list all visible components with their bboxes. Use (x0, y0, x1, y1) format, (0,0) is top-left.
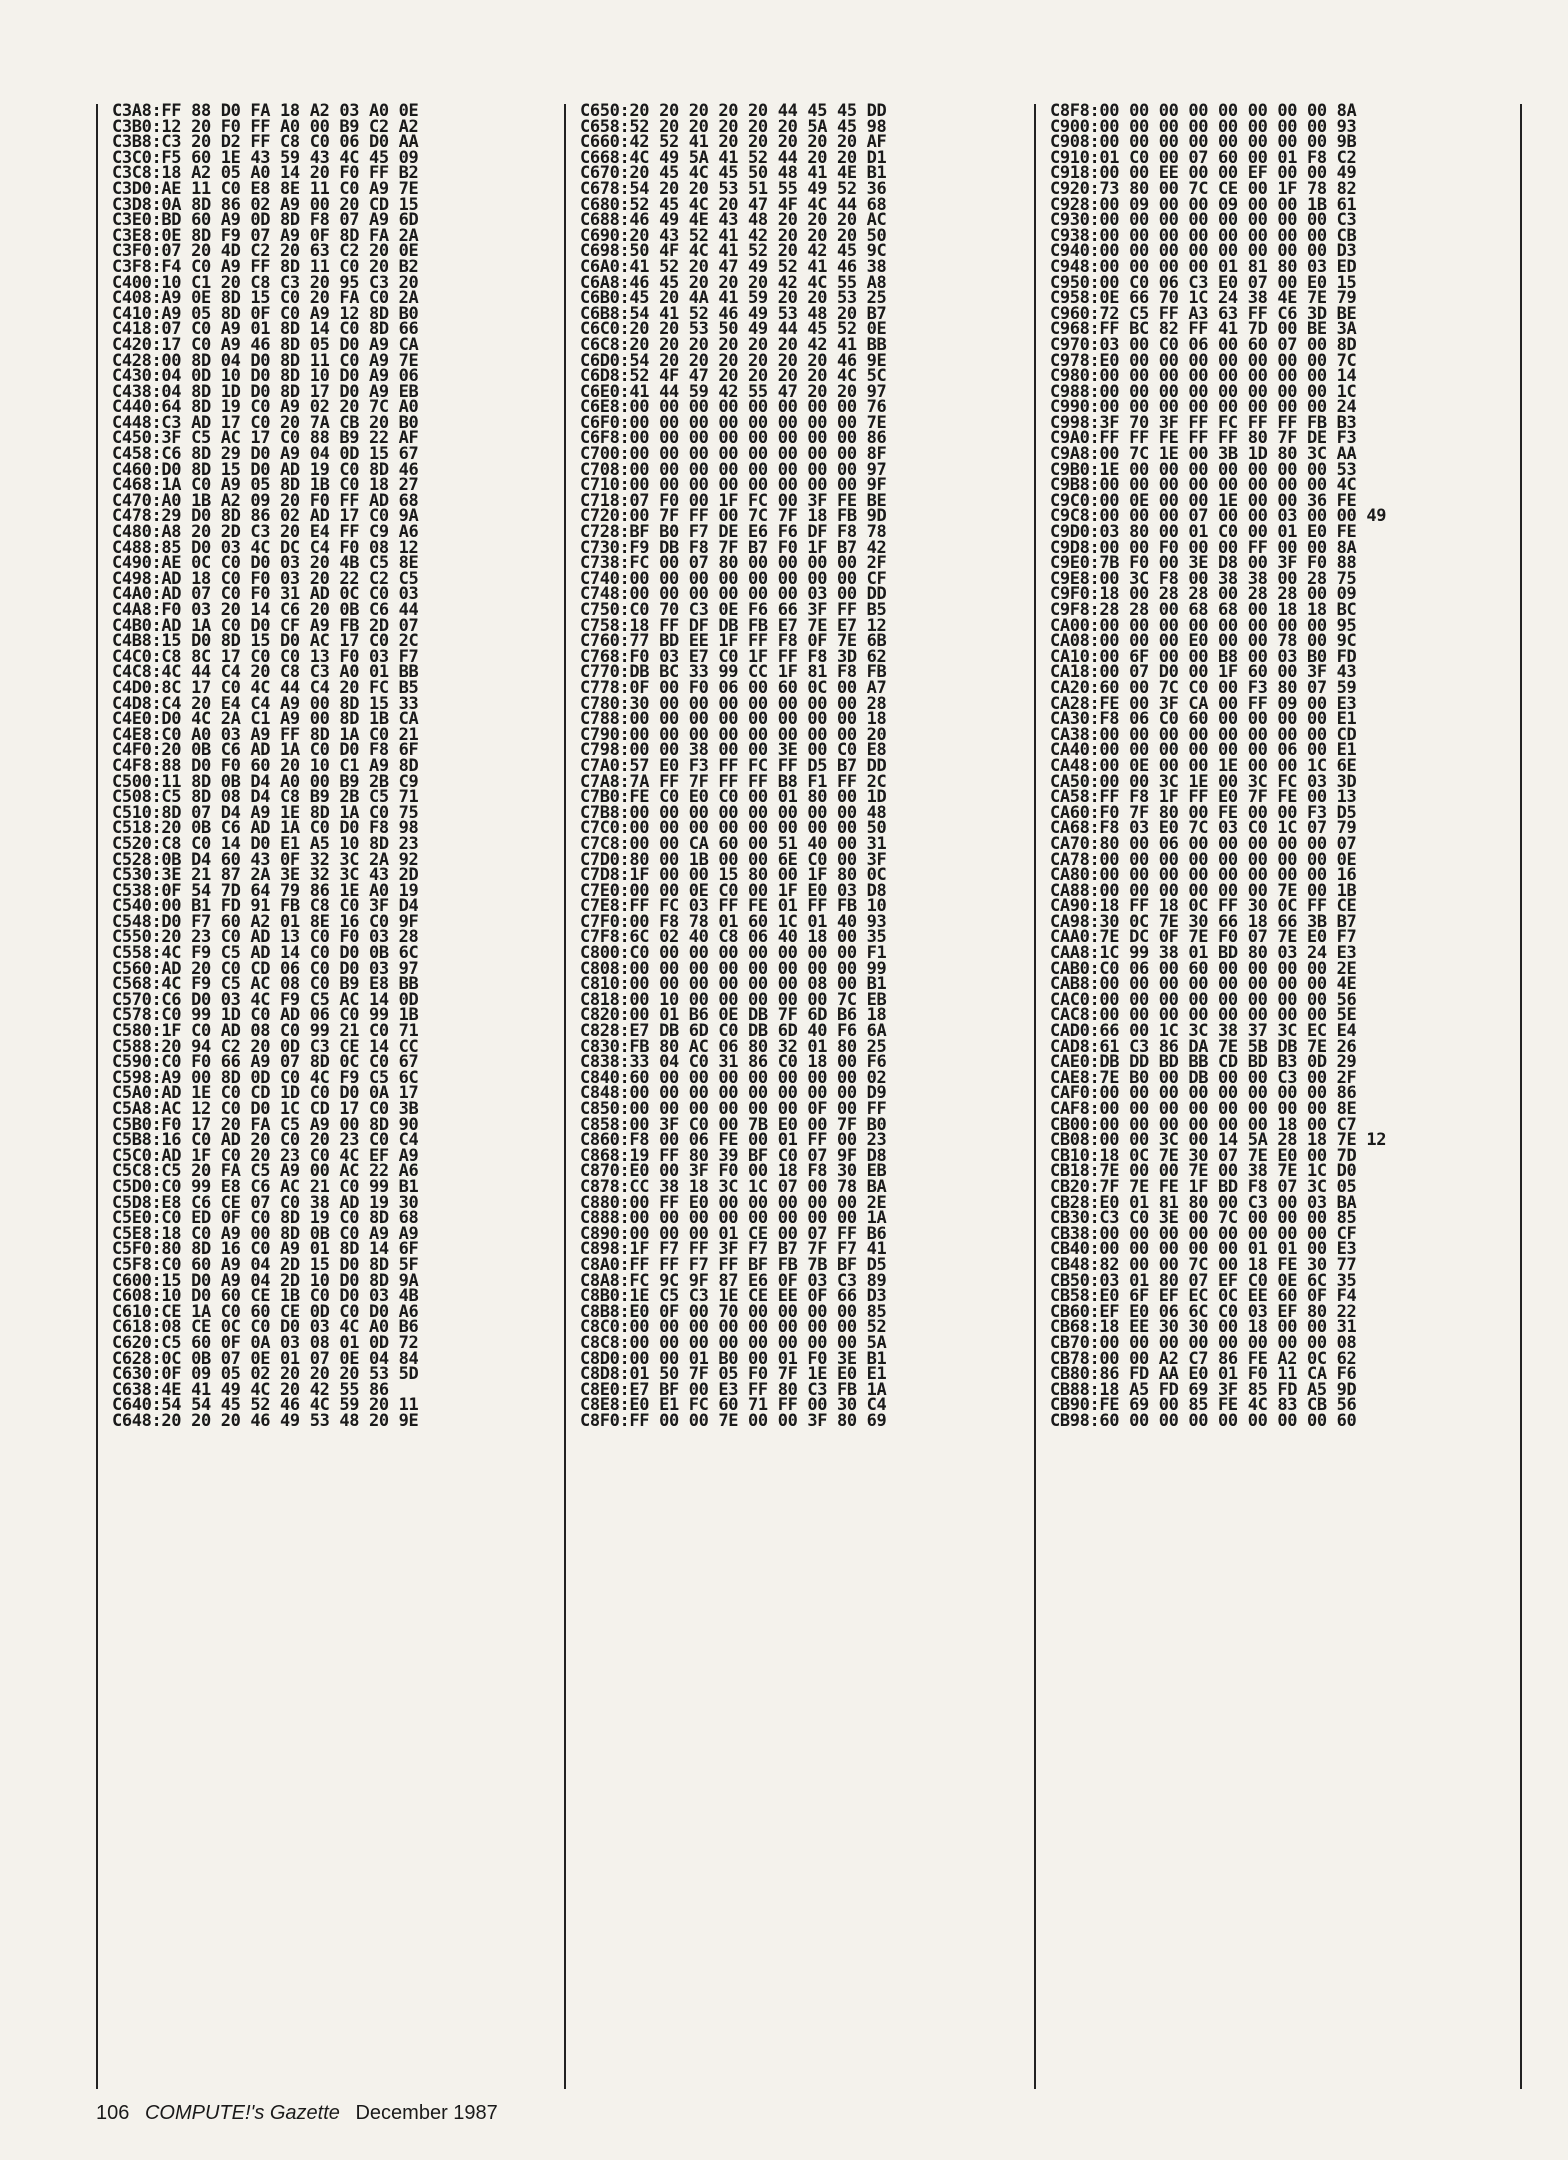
listing-line: C948:00 00 00 00 01 81 80 03 ED (1050, 256, 1357, 277)
page-footer (96, 2102, 498, 2125)
listing-line: CB98:60 00 00 00 00 00 00 00 60 (1050, 1410, 1357, 1431)
listing-line: C860:F8 00 06 FE 00 01 FF 00 23 (580, 1130, 887, 1151)
listing-line: C718:07 F0 00 1F FC 00 3F FE BE (580, 490, 887, 511)
listing-column-2 (566, 101, 1036, 2089)
listing-line: C458:C6 8D 29 D0 A9 04 0D 15 67 (112, 444, 419, 465)
listing-line: C4F0:20 0B C6 AD 1A C0 D0 F8 6F (112, 740, 419, 761)
listing-line: C8C0:00 00 00 00 00 00 00 00 52 (580, 1317, 887, 1338)
listing-line: C888:00 00 00 00 00 00 00 00 1A (580, 1208, 887, 1229)
listing-line: C520:C8 C0 14 D0 E1 A5 10 8D 23 (112, 833, 419, 854)
listing-line: CA38:00 00 00 00 00 00 00 00 CD (1050, 724, 1357, 745)
listing-line: C4A8:F0 03 20 14 C6 20 0B C6 44 (112, 600, 419, 620)
listing-line: C490:AE 0C C0 D0 03 20 4B C5 8E (112, 553, 419, 574)
listing-line: CB78:00 00 A2 C7 86 FE A2 0C 62 (1050, 1348, 1357, 1369)
listing-line: C8F8:00 00 00 00 00 00 00 00 8A (1050, 101, 1357, 121)
listing-line: CA80:00 00 00 00 00 00 00 00 16 (1050, 865, 1357, 886)
listing-line: C5C0:AD 1F C0 20 23 C0 4C EF A9 (112, 1145, 419, 1166)
listing-line: C890:00 00 00 01 CE 00 07 FF B6 (580, 1223, 887, 1244)
listing-line: C588:20 94 C2 20 0D C3 CE 14 CC (112, 1036, 419, 1057)
listing-line: C518:20 0B C6 AD 1A C0 D0 F8 98 (112, 818, 419, 839)
listing-line: CA78:00 00 00 00 00 00 00 00 0E (1050, 849, 1357, 870)
listing-line: C500:11 8D 0B D4 A0 00 B9 2B C9 (112, 771, 419, 792)
listing-line: C488:85 D0 03 4C DC C4 F0 08 12 (112, 537, 419, 558)
listing-line: C958:0E 66 70 1C 24 38 4E 7E 79 (1050, 288, 1357, 309)
listing-line: C790:00 00 00 00 00 00 00 00 20 (580, 724, 887, 745)
listing-line: C720:00 7F FF 00 7C 7F 18 FB 9D (580, 506, 887, 527)
listing-line: C6C8:20 20 20 20 20 20 42 41 BB (580, 334, 887, 355)
listing-line: CB10:18 0C 7E 30 07 7E E0 00 7D (1050, 1145, 1357, 1166)
listing-line: CA60:F0 7F 80 00 FE 00 00 F3 D5 (1050, 802, 1357, 823)
listing-line: C908:00 00 00 00 00 00 00 00 9B (1050, 132, 1357, 153)
listing-line: C7A8:7A FF 7F FF FF B8 F1 FF 2C (580, 771, 887, 792)
listing-line: C920:73 80 00 7C CE 00 1F 78 82 (1050, 178, 1357, 199)
listing-line: C748:00 00 00 00 00 00 03 00 DD (580, 584, 887, 605)
listing-line: CA90:18 FF 18 0C FF 30 0C FF CE (1050, 896, 1357, 917)
listing-line: C9F0:18 00 28 28 00 28 28 00 09 (1050, 584, 1357, 605)
listing-line: CB08:00 00 3C 00 14 5A 28 18 7E 12 (1050, 1130, 1387, 1151)
listing-line: CB80:86 FD AA E0 01 F0 11 CA F6 (1050, 1364, 1357, 1385)
listing-line: CA58:FF F8 1F FF E0 7F FE 00 13 (1050, 787, 1357, 808)
listing-line: C7A0:57 E0 F3 FF FC FF D5 B7 DD (580, 755, 887, 776)
listing-line: C690:20 43 52 41 42 20 20 20 50 (580, 225, 887, 246)
listing-line: C4C8:4C 44 C4 20 C8 C3 A0 01 BB (112, 662, 419, 683)
listing-line: C680:52 45 4C 20 47 4F 4C 44 68 (580, 194, 887, 215)
listing-line: CA08:00 00 00 E0 00 00 78 00 9C (1050, 631, 1357, 652)
listing-column-3 (1036, 101, 1522, 2089)
listing-line: C630:0F 09 05 02 20 20 20 53 5D (112, 1364, 419, 1385)
listing-line: C8B0:1E C5 C3 1E CE EE 0F 66 D3 (580, 1286, 887, 1307)
listing-line: CAF8:00 00 00 00 00 00 00 00 8E (1050, 1099, 1357, 1119)
listing-line: C878:CC 38 18 3C 1C 07 00 78 BA (580, 1176, 887, 1197)
listing-line: C5D0:C0 99 E8 C6 AC 21 C0 99 B1 (112, 1176, 419, 1197)
listing-line: C930:00 00 00 00 00 00 00 00 C3 (1050, 210, 1357, 231)
listing-line: C618:08 CE 0C C0 D0 03 4C A0 B6 (112, 1317, 419, 1338)
listing-line: C970:03 00 C0 06 00 60 07 00 8D (1050, 334, 1357, 355)
listing-line: C578:C0 99 1D C0 AD 06 C0 99 1B (112, 1005, 419, 1026)
listing-line: C7C8:00 00 CA 60 00 51 40 00 31 (580, 833, 887, 854)
listing-line: C8E0:E7 BF 00 E3 FF 80 C3 FB 1A (580, 1379, 887, 1400)
listing-line: CB40:00 00 00 00 00 01 01 00 E3 (1050, 1239, 1357, 1260)
listing-line: C7E0:00 00 0E C0 00 1F E0 03 D8 (580, 880, 887, 901)
listing-line: C4B0:AD 1A C0 D0 CF A9 FB 2D 07 (112, 615, 419, 636)
listing-line: C798:00 00 38 00 00 3E 00 C0 E8 (580, 740, 887, 761)
listing-line: C5D8:E8 C6 CE 07 C0 38 AD 19 30 (112, 1192, 419, 1213)
listing-line: C9A8:00 7C 1E 00 3B 1D 80 3C AA (1050, 444, 1357, 465)
listing-line: C400:10 C1 20 C8 C3 20 95 C3 20 (112, 272, 419, 293)
listing-line: C738:FC 00 07 80 00 00 00 00 2F (580, 553, 887, 574)
listing-line: CB20:7F 7E FE 1F BD F8 07 3C 05 (1050, 1176, 1357, 1197)
listing-line: C9D8:00 00 F0 00 00 FF 00 00 8A (1050, 537, 1357, 558)
listing-line: CB58:E0 6F EF EC 0C EE 60 0F F4 (1050, 1286, 1357, 1307)
listing-line: C810:00 00 00 00 00 00 08 00 B1 (580, 974, 887, 995)
listing-line: CB30:C3 C0 3E 00 7C 00 00 00 85 (1050, 1208, 1357, 1229)
listing-line: C408:A9 0E 8D 15 C0 20 FA C0 2A (112, 288, 419, 309)
listing-line: C9F8:28 28 00 68 68 00 18 18 BC (1050, 600, 1357, 620)
listing-line: C3B8:C3 20 D2 FF C8 C0 06 D0 AA (112, 132, 419, 153)
listing-line: C4C0:C8 8C 17 C0 C0 13 F0 03 F7 (112, 646, 419, 667)
listing-line: C938:00 00 00 00 00 00 00 00 CB (1050, 225, 1357, 246)
listing-line: C548:D0 F7 60 A2 01 8E 16 C0 9F (112, 911, 419, 932)
listing-line: CA50:00 00 3C 1E 00 3C FC 03 3D (1050, 771, 1357, 792)
listing-line: C780:30 00 00 00 00 00 00 00 28 (580, 693, 887, 714)
listing-line: C7B0:FE C0 E0 C0 00 01 80 00 1D (580, 787, 887, 808)
listing-line: C870:E0 00 3F F0 00 18 F8 30 EB (580, 1161, 887, 1182)
listing-line: C6F8:00 00 00 00 00 00 00 00 86 (580, 428, 887, 449)
listing-line: C450:3F C5 AC 17 C0 88 B9 22 AF (112, 428, 419, 449)
listing-line: C708:00 00 00 00 00 00 00 00 97 (580, 459, 887, 480)
listing-line: C980:00 00 00 00 00 00 00 00 14 (1050, 366, 1357, 387)
listing-line: C590:C0 F0 66 A9 07 8D 0C C0 67 (112, 1052, 419, 1073)
listing-line: C9B8:00 00 00 00 00 00 00 00 4C (1050, 475, 1357, 496)
listing-line: C760:77 BD EE 1F FF F8 0F 7E 6B (580, 631, 887, 652)
listing-line: C990:00 00 00 00 00 00 00 00 24 (1050, 397, 1357, 418)
listing-line: C510:8D 07 D4 A9 1E 8D 1A C0 75 (112, 802, 419, 823)
listing-line: C6D0:54 20 20 20 20 20 20 46 9E (580, 350, 887, 371)
listing-line: C758:18 FF DF DB FB E7 7E E7 12 (580, 615, 887, 636)
listing-line: CAC8:00 00 00 00 00 00 00 00 5E (1050, 1005, 1357, 1026)
listing-line: C9E0:7B F0 00 3E D8 00 3F F0 88 (1050, 553, 1357, 574)
listing-line: CA20:60 00 7C C0 00 F3 80 07 59 (1050, 677, 1357, 698)
listing-line: C558:4C F9 C5 AD 14 C0 D0 0B 6C (112, 943, 419, 964)
listing-line: C768:F0 03 E7 C0 1F FF F8 3D 62 (580, 646, 887, 667)
listing-line: C840:60 00 00 00 00 00 00 00 02 (580, 1067, 887, 1088)
listing-line: C828:E7 DB 6D C0 DB 6D 40 F6 6A (580, 1021, 887, 1042)
listing-line: C910:01 C0 00 07 60 00 01 F8 C2 (1050, 147, 1357, 168)
listing-line: C5B8:16 C0 AD 20 C0 20 23 C0 C4 (112, 1130, 419, 1151)
listing-line: C6B0:45 20 4A 41 59 20 20 53 25 (580, 288, 887, 309)
listing-line: C900:00 00 00 00 00 00 00 00 93 (1050, 116, 1357, 137)
listing-line: C668:4C 49 5A 41 52 44 20 20 D1 (580, 147, 887, 168)
listing-line: C560:AD 20 C0 CD 06 C0 D0 03 97 (112, 958, 419, 979)
listing-line: C4B8:15 D0 8D 15 D0 AC 17 C0 2C (112, 631, 419, 652)
listing-line: C498:AD 18 C0 F0 03 20 22 C2 C5 (112, 568, 419, 589)
listing-column-1 (96, 101, 566, 2089)
listing-line: C918:00 00 EE 00 00 EF 00 00 49 (1050, 163, 1357, 184)
listing-line: C750:C0 70 C3 0E F6 66 3F FF B5 (580, 600, 887, 620)
listing-line: C5A0:AD 1E C0 CD 1D C0 D0 0A 17 (112, 1083, 419, 1104)
listing-line: C7E8:FF FC 03 FF FE 01 FF FB 10 (580, 896, 887, 917)
listing-line: C650:20 20 20 20 20 44 45 45 DD (580, 101, 887, 121)
listing-line: CAC0:00 00 00 00 00 00 00 00 56 (1050, 989, 1357, 1010)
listing-line: C598:A9 00 8D 0D C0 4C F9 C5 6C (112, 1067, 419, 1088)
listing-line: C740:00 00 00 00 00 00 00 00 CF (580, 568, 887, 589)
listing-line: C4E0:D0 4C 2A C1 A9 00 8D 1B CA (112, 709, 419, 730)
listing-line: CAB8:00 00 00 00 00 00 00 00 4E (1050, 974, 1357, 995)
listing-line: C658:52 20 20 20 20 20 5A 45 98 (580, 116, 887, 137)
listing-line: C950:00 C0 06 C3 E0 07 00 E0 15 (1050, 272, 1357, 293)
listing-line: C570:C6 D0 03 4C F9 C5 AC 14 0D (112, 989, 419, 1010)
listing-line: C940:00 00 00 00 00 00 00 00 D3 (1050, 241, 1357, 262)
listing-line: CAA8:1C 99 38 01 BD 80 03 24 E3 (1050, 943, 1357, 964)
listing-line: C850:00 00 00 00 00 00 0F 00 FF (580, 1099, 887, 1119)
listing-line: C4E8:C0 A0 03 A9 FF 8D 1A C0 21 (112, 724, 419, 745)
listing-line: C8F0:FF 00 00 7E 00 00 3F 80 69 (580, 1410, 887, 1431)
listing-line: C580:1F C0 AD 08 C0 99 21 C0 71 (112, 1021, 419, 1042)
listing-line: CA70:80 00 06 00 00 00 00 00 07 (1050, 833, 1357, 854)
listing-line: C770:DB BC 33 99 CC 1F 81 F8 FB (580, 662, 887, 683)
listing-line: C9D0:03 80 00 01 C0 00 01 E0 FE (1050, 522, 1357, 543)
listing-line: C608:10 D0 60 CE 1B C0 D0 03 4B (112, 1286, 419, 1307)
listing-line: C858:00 3F C0 00 7B E0 00 7F B0 (580, 1114, 887, 1135)
listing-line: C3C8:18 A2 05 A0 14 20 F0 FF B2 (112, 163, 419, 184)
listing-line: C700:00 00 00 00 00 00 00 00 8F (580, 444, 887, 465)
listing-line: CAE8:7E B0 00 DB 00 00 C3 00 2F (1050, 1067, 1357, 1088)
listing-line: C800:C0 00 00 00 00 00 00 00 F1 (580, 943, 887, 964)
listing-line: C620:C5 60 0F 0A 03 08 01 0D 72 (112, 1332, 419, 1353)
listing-line: CA28:FE 00 3F CA 00 FF 09 00 E3 (1050, 693, 1357, 714)
listing-line: C988:00 00 00 00 00 00 00 00 1C (1050, 381, 1357, 402)
listing-line: C508:C5 8D 08 D4 C8 B9 2B C5 71 (112, 787, 419, 808)
listing-line: C9E8:00 3C F8 00 38 38 00 28 75 (1050, 568, 1357, 589)
listing-line: C7D8:1F 00 00 15 80 00 1F 80 0C (580, 865, 887, 886)
issue-date: December 1987 (355, 2102, 498, 2124)
listing-line: C830:FB 80 AC 06 80 32 01 80 25 (580, 1036, 887, 1057)
listing-line: C3D8:0A 8D 86 02 A9 00 20 CD 15 (112, 194, 419, 215)
listing-line: C428:00 8D 04 D0 8D 11 C0 A9 7E (112, 350, 419, 371)
listing-line: CA68:F8 03 E0 7C 03 C0 1C 07 79 (1050, 818, 1357, 839)
listing-line: C3F0:07 20 4D C2 20 63 C2 20 0E (112, 241, 419, 262)
listing-line: C640:54 54 45 52 46 4C 59 20 11 (112, 1395, 419, 1416)
listing-line: CA88:00 00 00 00 00 00 7E 00 1B (1050, 880, 1357, 901)
listing-line: C9C0:00 0E 00 00 1E 00 00 36 FE (1050, 490, 1357, 511)
listing-line: C868:19 FF 80 39 BF C0 07 9F D8 (580, 1145, 887, 1166)
listing-line: C3E8:0E 8D F9 07 A9 0F 8D FA 2A (112, 225, 419, 246)
listing-line: CA30:F8 06 C0 60 00 00 00 00 E1 (1050, 709, 1357, 730)
listing-line: C9B0:1E 00 00 00 00 00 00 00 53 (1050, 459, 1357, 480)
listing-line: C8D0:00 00 01 B0 00 01 F0 3E B1 (580, 1348, 887, 1369)
listing-line: CB90:FE 69 00 85 FE 4C 83 CB 56 (1050, 1395, 1357, 1416)
listing-line: C880:00 FF E0 00 00 00 00 00 2E (580, 1192, 887, 1213)
listing-line: C5F8:C0 60 A9 04 2D 15 D0 8D 5F (112, 1254, 419, 1275)
listing-line: C7B8:00 00 00 00 00 00 00 00 48 (580, 802, 887, 823)
listing-line: C778:0F 00 F0 06 00 60 0C 00 A7 (580, 677, 887, 698)
listing-line: CAD0:66 00 1C 3C 38 37 3C EC E4 (1050, 1021, 1357, 1042)
listing-line: C410:A9 05 8D 0F C0 A9 12 8D B0 (112, 303, 419, 324)
listing-line: CB38:00 00 00 00 00 00 00 00 CF (1050, 1223, 1357, 1244)
listing-line: C7F0:00 F8 78 01 60 1C 01 40 93 (580, 911, 887, 932)
listing-line: C4A0:AD 07 C0 F0 31 AD 0C C0 03 (112, 584, 419, 605)
listing-line: C678:54 20 20 53 51 55 49 52 36 (580, 178, 887, 199)
listing-line: C6F0:00 00 00 00 00 00 00 00 7E (580, 412, 887, 433)
listing-line: C6A8:46 45 20 20 20 42 4C 55 A8 (580, 272, 887, 293)
listing-line: C468:1A C0 A9 05 8D 1B C0 18 27 (112, 475, 419, 496)
listing-line: CB68:18 EE 30 30 00 18 00 00 31 (1050, 1317, 1357, 1338)
listing-line: C730:F9 DB F8 7F B7 F0 1F B7 42 (580, 537, 887, 558)
listing-line: C6A0:41 52 20 47 49 52 41 46 38 (580, 256, 887, 277)
listing-line: C6E0:41 44 59 42 55 47 20 20 97 (580, 381, 887, 402)
listing-line: C448:C3 AD 17 C0 20 7A CB 20 B0 (112, 412, 419, 433)
listing-line: C7F8:6C 02 40 C8 06 40 18 00 35 (580, 927, 887, 948)
listing-line: C9A0:FF FF FE FF FF 80 7F DE F3 (1050, 428, 1357, 449)
listing-line: C6B8:54 41 52 46 49 53 48 20 B7 (580, 303, 887, 324)
listing-line: CB48:82 00 00 7C 00 18 FE 30 77 (1050, 1254, 1357, 1275)
listing-line: C9C8:00 00 00 07 00 00 03 00 00 49 (1050, 506, 1387, 527)
listing-line: C968:FF BC 82 FF 41 7D 00 BE 3A (1050, 319, 1357, 340)
listing-line: C638:4E 41 49 4C 20 42 55 86 (112, 1379, 389, 1400)
listing-line: CB50:03 01 80 07 EF C0 0E 6C 35 (1050, 1270, 1357, 1291)
listing-line: C648:20 20 20 46 49 53 48 20 9E (112, 1410, 419, 1431)
listing-line: CA40:00 00 00 00 00 00 06 00 E1 (1050, 740, 1357, 761)
listing-line: C8D8:01 50 7F 05 F0 7F 1E E0 E1 (580, 1364, 887, 1385)
listing-line: C978:E0 00 00 00 00 00 00 00 7C (1050, 350, 1357, 371)
listing-line: C418:07 C0 A9 01 8D 14 C0 8D 66 (112, 319, 419, 340)
listing-line: C4D8:C4 20 E4 C4 A9 00 8D 15 33 (112, 693, 419, 714)
listing-line: C928:00 09 00 00 09 00 00 1B 61 (1050, 194, 1357, 215)
listing-line: C898:1F F7 FF 3F F7 B7 7F F7 41 (580, 1239, 887, 1260)
page-number: 106 (96, 2102, 130, 2124)
listing-line: CAF0:00 00 00 00 00 00 00 00 86 (1050, 1083, 1357, 1104)
listing-line: C3C0:F5 60 1E 43 59 43 4C 45 09 (112, 147, 419, 168)
listing-line: CB28:E0 01 81 80 00 C3 00 03 BA (1050, 1192, 1357, 1213)
listing-line: CAD8:61 C3 86 DA 7E 5B DB 7E 26 (1050, 1036, 1357, 1057)
listing-line: C5A8:AC 12 C0 D0 1C CD 17 C0 3B (112, 1099, 419, 1119)
listing-line: C8B8:E0 0F 00 70 00 00 00 00 85 (580, 1301, 887, 1322)
listing-line: C7C0:00 00 00 00 00 00 00 00 50 (580, 818, 887, 839)
listing-line: C710:00 00 00 00 00 00 00 00 9F (580, 475, 887, 496)
listing-line: C438:04 8D 1D D0 8D 17 D0 A9 EB (112, 381, 419, 402)
listing-line: C420:17 C0 A9 46 8D 05 D0 A9 CA (112, 334, 419, 355)
listing-line: C478:29 D0 8D 86 02 AD 17 C0 9A (112, 506, 419, 527)
listing-line: C530:3E 21 87 2A 3E 32 3C 43 2D (112, 865, 419, 886)
listing-line: C3B0:12 20 F0 FF A0 00 B9 C2 A2 (112, 116, 419, 137)
listing-line: C3F8:F4 C0 A9 FF 8D 11 C0 20 B2 (112, 256, 419, 277)
listing-line: C5E8:18 C0 A9 00 8D 0B C0 A9 A9 (112, 1223, 419, 1244)
listing-line: C728:BF B0 F7 DE E6 F6 DF F8 78 (580, 522, 887, 543)
listing-line: C610:CE 1A C0 60 CE 0D C0 D0 A6 (112, 1301, 419, 1322)
listing-line: C4D0:8C 17 C0 4C 44 C4 20 FC B5 (112, 677, 419, 698)
listing-line: C660:42 52 41 20 20 20 20 20 AF (580, 132, 887, 153)
listing-line: C4F8:88 D0 F0 60 20 10 C1 A9 8D (112, 755, 419, 776)
listing-line: CA00:00 00 00 00 00 00 00 00 95 (1050, 615, 1357, 636)
listing-line: CA98:30 0C 7E 30 66 18 66 3B B7 (1050, 911, 1357, 932)
listing-line: C998:3F 70 3F FF FC FF FF FB B3 (1050, 412, 1357, 433)
listing-line: C460:D0 8D 15 D0 AD 19 C0 8D 46 (112, 459, 419, 480)
listing-line: C5E0:C0 ED 0F C0 8D 19 C0 8D 68 (112, 1208, 419, 1229)
listing-line: C820:00 01 B6 0E DB 7F 6D B6 18 (580, 1005, 887, 1026)
magazine-name: COMPUTE!'s Gazette (144, 2102, 340, 2124)
listing-line: C600:15 D0 A9 04 2D 10 D0 8D 9A (112, 1270, 419, 1291)
listing-line: C8C8:00 00 00 00 00 00 00 00 5A (580, 1332, 887, 1353)
listing-line: CAB0:C0 06 00 60 00 00 00 00 2E (1050, 958, 1357, 979)
listing-line: C470:A0 1B A2 09 20 F0 FF AD 68 (112, 490, 419, 511)
listing-line: C430:04 0D 10 D0 8D 10 D0 A9 06 (112, 366, 419, 387)
listing-line: C808:00 00 00 00 00 00 00 00 99 (580, 958, 887, 979)
listing-line: CA10:00 6F 00 00 B8 00 03 B0 FD (1050, 646, 1357, 667)
listing-line: C550:20 23 C0 AD 13 C0 F0 03 28 (112, 927, 419, 948)
listing-line: C628:0C 0B 07 0E 01 07 0E 04 84 (112, 1348, 419, 1369)
listing-line: CAA0:7E DC 0F 7E F0 07 7E E0 F7 (1050, 927, 1357, 948)
listing-line: C698:50 4F 4C 41 52 20 42 45 9C (580, 241, 887, 262)
listing-line: C838:33 04 C0 31 86 C0 18 00 F6 (580, 1052, 887, 1073)
listing-line: C528:0B D4 60 43 0F 32 3C 2A 92 (112, 849, 419, 870)
listing-line: C538:0F 54 7D 64 79 86 1E A0 19 (112, 880, 419, 901)
listing-line: C3D0:AE 11 C0 E8 8E 11 C0 A9 7E (112, 178, 419, 199)
listing-line: C6D8:52 4F 47 20 20 20 20 4C 5C (580, 366, 887, 387)
listing-line: CB00:00 00 00 00 00 00 18 00 C7 (1050, 1114, 1357, 1135)
listing-line: C3E0:BD 60 A9 0D 8D F8 07 A9 6D (112, 210, 419, 231)
listing-line: CB60:EF E0 06 6C C0 03 EF 80 22 (1050, 1301, 1357, 1322)
listing-line: CB70:00 00 00 00 00 00 00 00 08 (1050, 1332, 1357, 1353)
listing-line: C6E8:00 00 00 00 00 00 00 00 76 (580, 397, 887, 418)
listing-line: C440:64 8D 19 C0 A9 02 20 7C A0 (112, 397, 419, 418)
listing-line: C3A8:FF 88 D0 FA 18 A2 03 A0 0E (112, 101, 419, 121)
listing-line: C670:20 45 4C 45 50 48 41 4E B1 (580, 163, 887, 184)
listing-line: C8A0:FF FF F7 FF BF FB 7B BF D5 (580, 1254, 887, 1275)
listing-line: C818:00 10 00 00 00 00 00 7C EB (580, 989, 887, 1010)
listing-line: C8E8:E0 E1 FC 60 71 FF 00 30 C4 (580, 1395, 887, 1416)
listing-line: C480:A8 20 2D C3 20 E4 FF C9 A6 (112, 522, 419, 543)
listing-line: C788:00 00 00 00 00 00 00 00 18 (580, 709, 887, 730)
listing-line: C5F0:80 8D 16 C0 A9 01 8D 14 6F (112, 1239, 419, 1260)
listing-line: C960:72 C5 FF A3 63 FF C6 3D BE (1050, 303, 1357, 324)
listing-line: CAE0:DB DD BD BB CD BD B3 0D 29 (1050, 1052, 1357, 1073)
listing-line: CA18:00 07 D0 00 1F 60 00 3F 43 (1050, 662, 1357, 683)
listing-line: C540:00 B1 FD 91 FB C8 C0 3F D4 (112, 896, 419, 917)
listing-line: C568:4C F9 C5 AC 08 C0 B9 E8 BB (112, 974, 419, 995)
listing-line: C688:46 49 4E 43 48 20 20 20 AC (580, 210, 887, 231)
listing-line: C8A8:FC 9C 9F 87 E6 0F 03 C3 89 (580, 1270, 887, 1291)
listing-line: C5C8:C5 20 FA C5 A9 00 AC 22 A6 (112, 1161, 419, 1182)
listing-line: CB88:18 A5 FD 69 3F 85 FD A5 9D (1050, 1379, 1357, 1400)
listing-line: C7D0:80 00 1B 00 00 6E C0 00 3F (580, 849, 887, 870)
listing-line: C848:00 00 00 00 00 00 00 00 D9 (580, 1083, 887, 1104)
listing-line: CB18:7E 00 00 7E 00 38 7E 1C D0 (1050, 1161, 1357, 1182)
listing-line: CA48:00 0E 00 00 1E 00 00 1C 6E (1050, 755, 1357, 776)
listing-line: C5B0:F0 17 20 FA C5 A9 00 8D 90 (112, 1114, 419, 1135)
listing-line: C6C0:20 20 53 50 49 44 45 52 0E (580, 319, 887, 340)
